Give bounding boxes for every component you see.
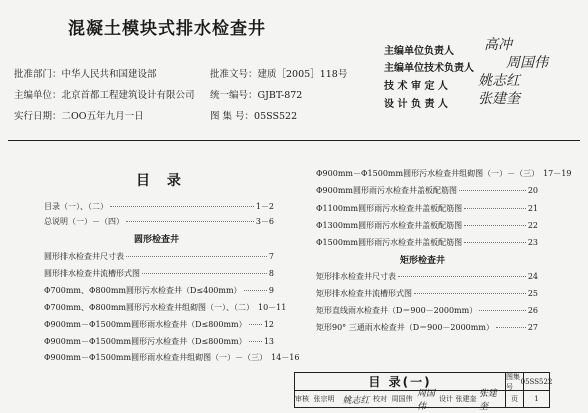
toc-entry-text: Φ900mm－Φ1500mm圆形雨水检查井（D≤800mm） bbox=[44, 320, 247, 329]
toc-leader bbox=[126, 221, 254, 222]
toc-entry-text: 矩形90° 三通雨水检查井（D＝900－2000mm） bbox=[316, 323, 494, 332]
toc-entry-text: Φ900mm－Φ1500mm圆形污水检查井组砌图（一）－（三） bbox=[316, 169, 540, 178]
reviewer-name: 张宗明 bbox=[313, 395, 335, 403]
toc-entry-page: 27 bbox=[527, 323, 538, 332]
approval-number-value: 建质［2005］118号 bbox=[257, 69, 348, 80]
toc-entry-page: 22 bbox=[527, 221, 538, 230]
unified-number bbox=[210, 87, 302, 101]
effective-date-value: 二OO五年九月一日 bbox=[61, 111, 144, 122]
effective-date bbox=[14, 108, 144, 122]
checker-signature: 周国伟 bbox=[417, 389, 436, 412]
toc-entry[interactable] bbox=[316, 168, 572, 179]
toc-leader bbox=[459, 190, 526, 191]
toc-entry-page: 10－11 bbox=[258, 303, 287, 312]
toc-entry[interactable] bbox=[44, 216, 274, 227]
toc-leader bbox=[479, 310, 526, 311]
toc-entry-text: 圆形排水检查井尺寸表 bbox=[44, 252, 124, 261]
toc-entry[interactable] bbox=[316, 185, 538, 196]
toc-leader bbox=[414, 293, 526, 294]
toc-leader bbox=[464, 208, 526, 209]
toc-leader bbox=[142, 273, 267, 274]
toc-entry-page: 17－19 bbox=[543, 169, 572, 178]
toc-entry[interactable] bbox=[44, 302, 287, 313]
atlas-no-value: 05SS522 bbox=[520, 377, 553, 386]
check-label: 校对 bbox=[373, 395, 387, 403]
toc-entry-page: 3－6 bbox=[255, 217, 274, 226]
toc-leader bbox=[249, 324, 262, 325]
toc-section-circular: 圆形检查井 bbox=[134, 235, 180, 245]
toc-entry[interactable] bbox=[316, 288, 538, 299]
editor-unit bbox=[14, 87, 195, 101]
toc-entry[interactable] bbox=[44, 268, 274, 279]
toc-entry[interactable] bbox=[316, 203, 538, 214]
toc-entry[interactable] bbox=[44, 319, 274, 330]
toc-entry-page: 7 bbox=[268, 252, 274, 261]
editor-unit-value: 北京首都工程建筑设计有限公司 bbox=[61, 90, 195, 101]
toc-entry-text: Φ1300mm圆形雨污水检查井盖板配筋图 bbox=[316, 221, 463, 230]
page-label: 页 bbox=[511, 395, 518, 403]
page-number: 1 bbox=[534, 395, 539, 403]
atlas-number bbox=[210, 108, 297, 122]
toc-entry-page: 21 bbox=[527, 204, 538, 213]
atlas-number-label: 图 集 号： bbox=[210, 111, 255, 122]
effective-date-label: 实行日期： bbox=[14, 111, 62, 122]
toc-entry-text: Φ700mm、Φ800mm圆形污水检查井组砌图（一）、（二） bbox=[44, 303, 254, 312]
approval-unit-value: 中华人民共和国建设部 bbox=[61, 69, 157, 80]
toc-entry-page: 24 bbox=[527, 272, 538, 281]
toc-entry-page: 14－16 bbox=[271, 353, 300, 362]
toc-leader bbox=[398, 276, 526, 277]
responsible-role-3: 技 术 审 定 人 bbox=[384, 81, 448, 92]
toc-entry-text: 矩形直线雨水检查井（D＝900－2000mm） bbox=[316, 306, 478, 315]
design-label: 设计 bbox=[439, 395, 453, 403]
toc-entry[interactable] bbox=[44, 336, 274, 347]
toc-entry-page: 9 bbox=[268, 286, 274, 295]
unified-number-label: 统一编号： bbox=[210, 90, 258, 101]
responsible-signature-3: 姚志红 bbox=[478, 73, 520, 89]
toc-entry-text: Φ1100mm圆形雨污水检查井盖板配筋图 bbox=[316, 204, 463, 213]
title-block bbox=[294, 372, 553, 412]
reviewer-signature: 姚志红 bbox=[342, 395, 370, 406]
toc-entry-text: Φ700mm、Φ800mm圆形污水检查井（D≤400mm） bbox=[44, 286, 242, 295]
approval-number-label: 批准文号： bbox=[210, 69, 258, 80]
toc-title: 目 录 bbox=[136, 173, 187, 189]
toc-entry[interactable] bbox=[316, 220, 538, 231]
header-divider bbox=[8, 140, 580, 141]
editor-unit-label: 主编单位： bbox=[14, 90, 62, 101]
review-label: 审核 bbox=[295, 395, 309, 403]
toc-entry-page: 25 bbox=[527, 289, 538, 298]
toc-entry-page: 26 bbox=[527, 306, 538, 315]
toc-entry[interactable] bbox=[44, 251, 274, 262]
responsible-role-1: 主编单位负责人 bbox=[384, 46, 454, 57]
toc-entry[interactable] bbox=[316, 305, 538, 316]
toc-entry[interactable] bbox=[316, 322, 538, 333]
atlas-number-value: 05SS522 bbox=[254, 111, 298, 122]
toc-entry-page: 1－2 bbox=[255, 202, 274, 211]
toc-entry-text: Φ1500mm圆形雨污水检查井盖板配筋图 bbox=[316, 238, 463, 247]
responsible-signature-2: 周国伟 bbox=[506, 55, 548, 71]
toc-entry-text: Φ900mm－Φ1500mm圆形污水检查井（D≤800mm） bbox=[44, 337, 247, 346]
toc-entry[interactable] bbox=[316, 271, 538, 282]
toc-entry-text: Φ900mm圆形雨污水检查井盖板配筋图 bbox=[316, 186, 457, 195]
toc-section-rectangular: 矩形检查井 bbox=[400, 256, 446, 266]
responsible-role-2: 主编单位技术负责人 bbox=[384, 63, 474, 74]
toc-entry-text: Φ900mm－Φ1500mm圆形雨水检查井组砌图（一）－（三） bbox=[44, 353, 268, 362]
approval-unit-label: 批准部门： bbox=[14, 69, 62, 80]
checker-name: 周国伟 bbox=[391, 395, 413, 403]
unified-number-value: GJBT-872 bbox=[257, 90, 303, 101]
toc-entry[interactable] bbox=[44, 201, 274, 212]
toc-leader bbox=[126, 256, 267, 257]
atlas-no-label: 图集号 bbox=[506, 372, 520, 391]
approval-number bbox=[210, 66, 347, 80]
toc-entry-text: 矩形排水检查井流槽形式图 bbox=[316, 289, 412, 298]
approval-unit bbox=[14, 66, 157, 80]
toc-entry-page: 20 bbox=[527, 186, 538, 195]
responsible-signature-1: 高冲 bbox=[484, 37, 512, 53]
designer-signature: 张建奎 bbox=[479, 389, 498, 412]
toc-leader bbox=[464, 225, 526, 226]
toc-entry-text: 目录（一）、（二） bbox=[44, 202, 108, 211]
responsible-role-4: 设 计 负 责 人 bbox=[384, 99, 448, 110]
toc-entry[interactable] bbox=[44, 352, 300, 363]
designer-name: 张建奎 bbox=[455, 395, 477, 403]
toc-entry-page: 12 bbox=[263, 320, 274, 329]
toc-entry[interactable] bbox=[316, 237, 538, 248]
toc-entry-page: 13 bbox=[263, 337, 274, 346]
toc-leader bbox=[496, 327, 526, 328]
toc-entry-text: 矩形排水检查井尺寸表 bbox=[316, 272, 396, 281]
toc-leader bbox=[249, 341, 262, 342]
toc-leader bbox=[244, 290, 267, 291]
responsible-signature-4: 张建奎 bbox=[478, 91, 520, 107]
toc-leader bbox=[464, 242, 526, 243]
title-block-title: 目 录(一) bbox=[368, 375, 432, 389]
toc-entry-page: 23 bbox=[527, 238, 538, 247]
toc-leader bbox=[110, 206, 254, 207]
toc-entry-page: 8 bbox=[268, 269, 274, 278]
toc-entry-text: 总说明（一）－（四） bbox=[44, 217, 124, 226]
toc-entry-text: 圆形排水检查井流槽形式图 bbox=[44, 269, 140, 278]
toc-entry[interactable] bbox=[44, 285, 274, 296]
document-title: 混凝土模块式排水检查井 bbox=[68, 19, 266, 39]
